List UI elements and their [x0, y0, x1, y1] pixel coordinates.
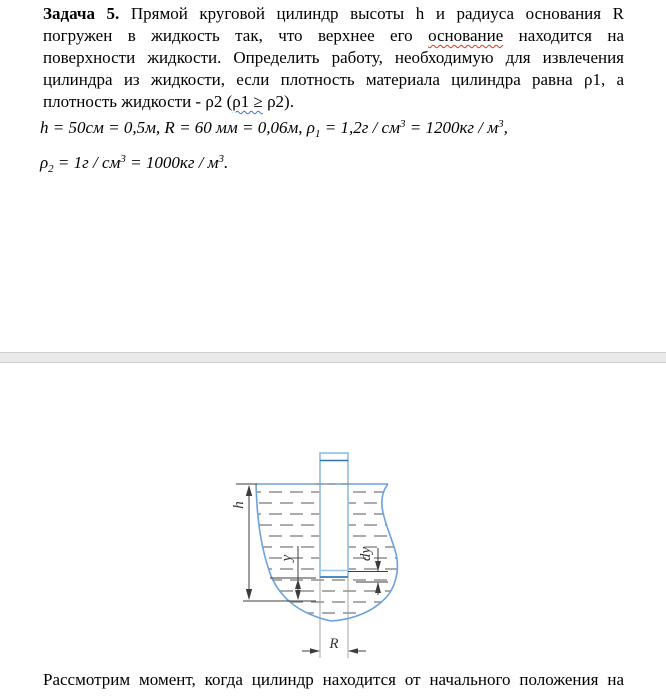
misspelled-word: основание	[428, 26, 504, 45]
formula-line-1: h = 50см = 0,5м, R = 60 мм = 0,06м, $\rho_1 = 1,2г / см^3 = 1200кг / м^3$,	[40, 118, 508, 140]
dimension-y	[270, 546, 316, 600]
problem-line-3: поверхности жидкости. Определить работу, необходимую для извлечения	[43, 48, 624, 67]
label-y: y	[279, 554, 295, 562]
problem-text: плотность жидкости - ρ2 (	[43, 92, 233, 111]
label-h: h	[231, 501, 247, 509]
problem-text: погружен в жидкость так, что верхнее его	[43, 26, 413, 45]
label-R: R	[329, 636, 339, 652]
cylinder	[320, 453, 348, 577]
problem-text: находится на	[518, 26, 624, 45]
problem-text: ρ2).	[262, 92, 294, 111]
dimension-h	[236, 484, 316, 601]
formula-line-2: $\rho_2 = 1г / см^3 = 1000кг / м^3$.	[40, 153, 229, 175]
continuation-paragraph: Рассмотрим момент, когда цилиндр находится от начального положения на	[43, 670, 624, 689]
problem-line-4: цилиндра из жидкости, если плотность материала цилиндра равна ρ1, а	[43, 70, 624, 89]
problem-text: Прямой круговой цилиндр высоты h и радиуса основания R	[130, 4, 624, 23]
grammar-marked-text: ρ1 ≥	[232, 92, 263, 111]
problem-number-label: Задача 5.	[43, 4, 120, 23]
label-dy: dy	[358, 546, 374, 562]
